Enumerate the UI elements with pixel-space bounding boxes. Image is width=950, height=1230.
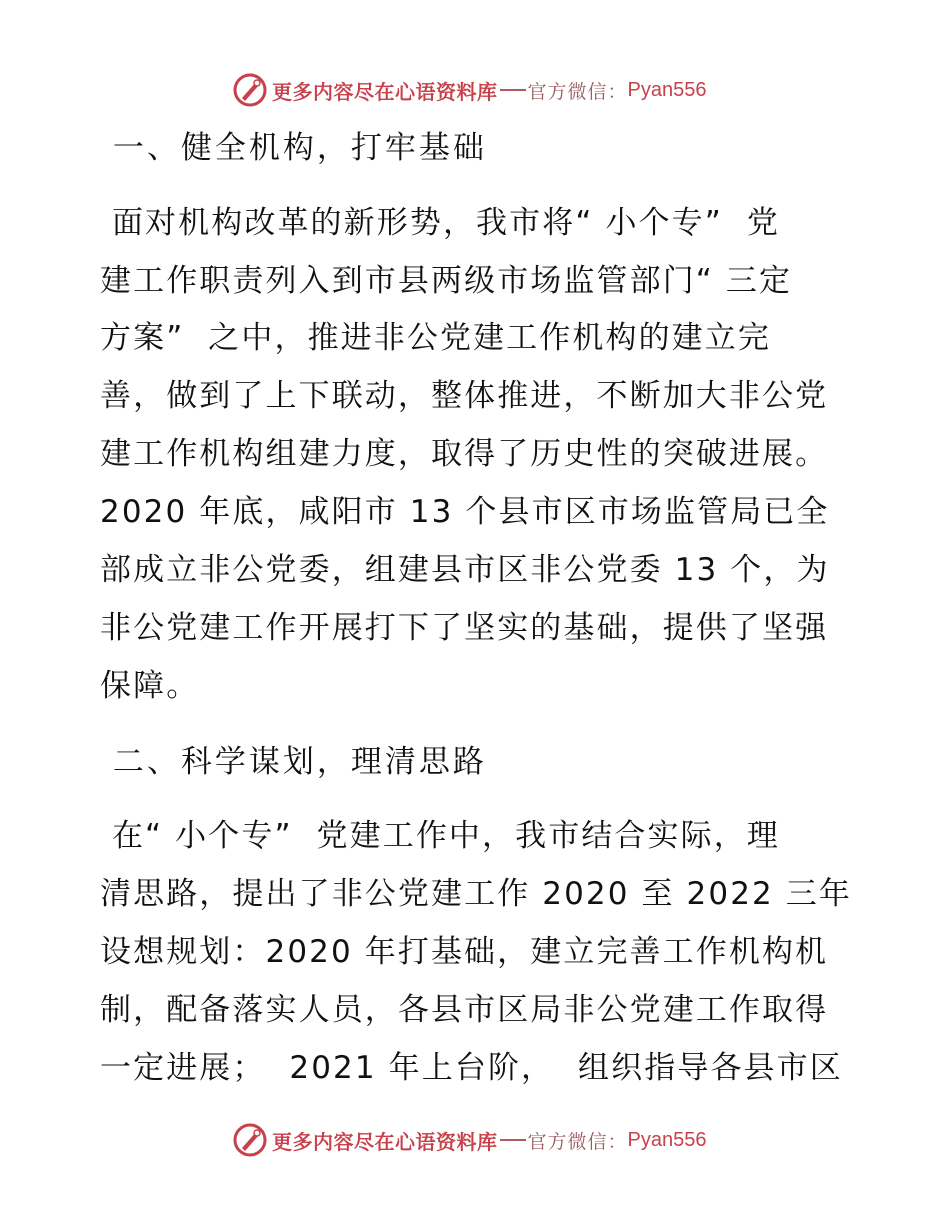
paragraph-line: 部成立非公党委，组建县市区非公党委 13 个，为	[100, 552, 830, 588]
paragraph-line: 在“ 小个专” 党建工作中，我市结合实际，理	[100, 818, 780, 854]
paragraph-line: 建工作机构组建力度，取得了历史性的突破进展。	[100, 436, 829, 472]
paragraph-line: 保障。	[100, 668, 200, 704]
watermark-dash	[500, 1139, 526, 1141]
paragraph-line: 设想规划：2020 年打基础，建立完善工作机构机	[100, 934, 829, 970]
paragraph-line: 方案” 之中，推进非公党建工作机构的建立完	[100, 320, 771, 356]
watermark-banner-bottom	[232, 1120, 706, 1160]
watermark-wechat-id: Pyan556	[627, 78, 707, 101]
pen-seal-icon	[232, 1122, 268, 1158]
paragraph-line: 非公党建工作开展打下了坚实的基础，提供了坚强	[100, 610, 829, 646]
paragraph-line: 清思路，提出了非公党建工作 2020 至 2022 三年	[100, 876, 852, 912]
watermark-brand-text: 更多内容尽在心语资料库	[272, 79, 498, 104]
watermark-official-label: 官方微信：	[527, 1130, 628, 1153]
paragraph-line: 制，配备落实人员，各县市区局非公党建工作取得	[100, 992, 829, 1028]
watermark-dash	[500, 89, 526, 91]
section-2-heading: 二、科学谋划，理清思路	[100, 744, 487, 780]
paragraph-line: 一定进展； 2021 年上台阶， 组织指导各县市区	[100, 1050, 843, 1086]
paragraph-line: 建工作职责列入到市县两级市场监管部门“ 三定	[100, 263, 793, 299]
watermark-official-label: 官方微信：	[527, 80, 628, 103]
section-1-heading: 一、健全机构，打牢基础	[100, 130, 487, 166]
paragraph-line: 善，做到了上下联动，整体推进，不断加大非公党	[100, 378, 829, 414]
paragraph-line: 面对机构改革的新形势，我市将“ 小个专” 党	[100, 205, 780, 241]
pen-seal-icon	[232, 72, 268, 108]
watermark-banner-top	[232, 70, 706, 110]
watermark-wechat-id: Pyan556	[627, 1128, 707, 1151]
watermark-brand-text: 更多内容尽在心语资料库	[272, 1129, 498, 1154]
paragraph-line: 2020 年底，咸阳市 13 个县市区市场监管局已全	[100, 494, 830, 530]
